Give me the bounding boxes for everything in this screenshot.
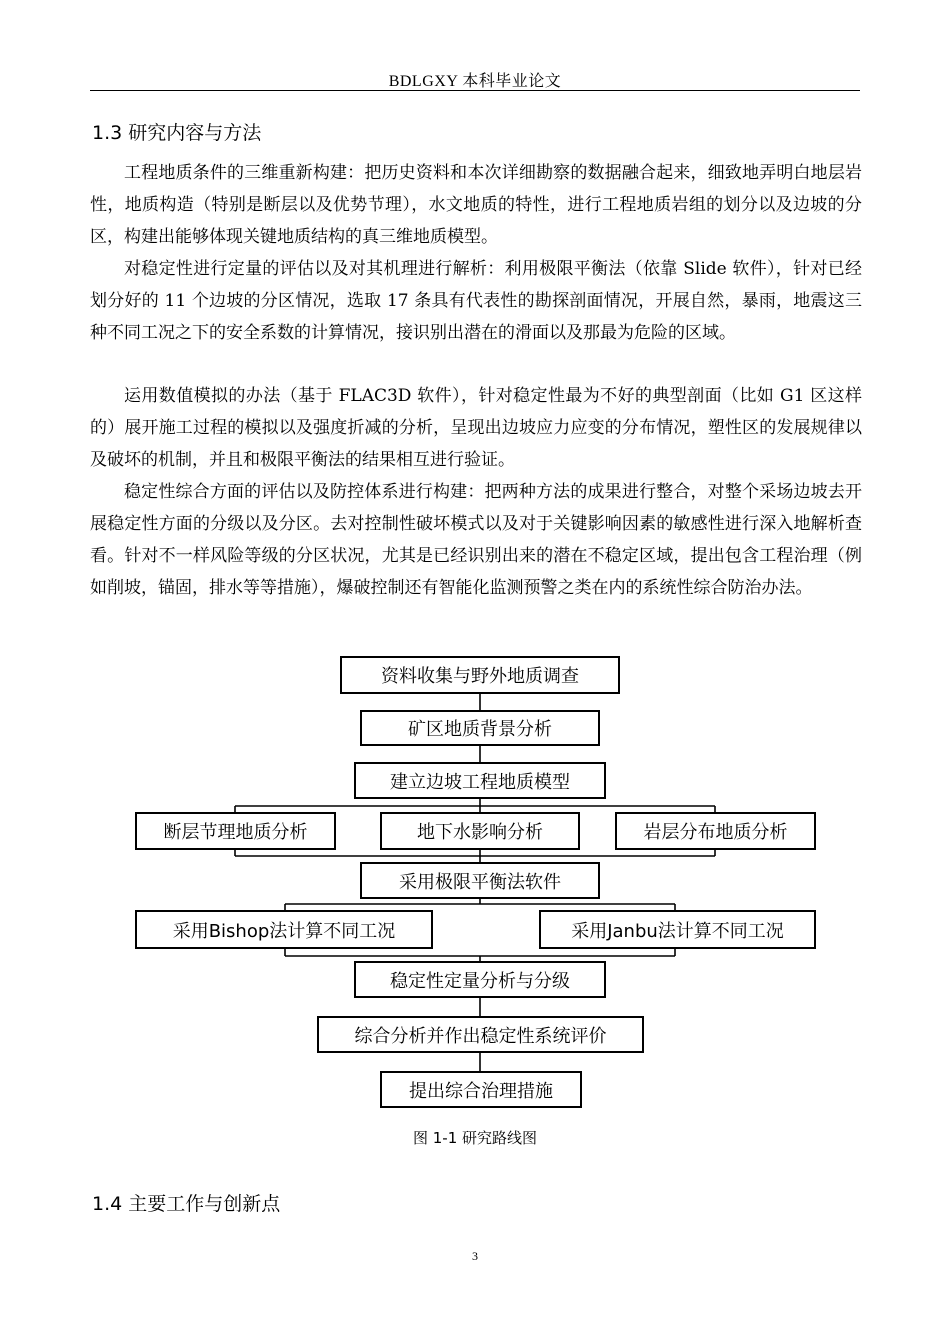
flow-branch-fault-joint: 断层节理地质分析 xyxy=(135,812,336,850)
paragraph-3: 运用数值模拟的办法（基于 FLAC3D 软件），针对稳定性最为不好的典型剖面（比如 G1 区这样的）展开施工过程的模拟以及强度折减的分析，呈现出边坡应力应变的分布情况，塑性区的发展规律以及破坏的机制，并且和极限平衡法的结果相互进行验证。 xyxy=(90,386,862,470)
flow-branch-groundwater: 地下水影响分析 xyxy=(380,812,580,850)
flow-branch-bishop: 采用Bishop法计算不同工况 xyxy=(135,910,433,949)
flow-step-data-collection: 资料收集与野外地质调查 xyxy=(340,656,620,694)
section-heading: 1.3 研究内容与方法 xyxy=(92,122,262,144)
flow-branch-janbu: 采用Janbu法计算不同工况 xyxy=(539,910,816,949)
page-number: 3 xyxy=(472,1249,478,1263)
flow-step-geology-background: 矿区地质背景分析 xyxy=(360,710,600,746)
figure-caption: 图 1-1 研究路线图 xyxy=(412,1129,538,1147)
paragraph-1: 工程地质条件的三维重新构建：把历史资料和本次详细勘察的数据融合起来，细致地弄明白地层岩性，地质构造（特别是断层以及优势节理），水文地质的特性，进行工程地质岩组的划分以及边坡的分区，构建出能够体现关键地质结构的真三维地质模型。 xyxy=(90,163,862,247)
flow-branch-strata: 岩层分布地质分析 xyxy=(615,812,816,850)
flow-step-remediation: 提出综合治理措施 xyxy=(380,1071,582,1108)
paragraph-4: 稳定性综合方面的评估以及防控体系进行构建：把两种方法的成果进行整合，对整个采场边坡去开展稳定性方面的分级以及分区。去对控制性破坏模式以及对于关键影响因素的敏感性进行深入地解析查看。针对不一样风险等级的分区状况，尤其是已经识别出来的潜在不稳定区域，提出包含工程治理（例如削坡，锚固，排水等等措施），爆破控制还有智能化监测预警之类在内的系统性综合防治办法。 xyxy=(90,482,862,598)
flow-step-geology-model: 建立边坡工程地质模型 xyxy=(354,762,606,799)
flow-step-comprehensive-evaluation: 综合分析并作出稳定性系统评价 xyxy=(317,1016,644,1053)
page-header: BDLGXY 本科毕业论文 xyxy=(388,73,562,90)
next-section-heading: 1.4 主要工作与创新点 xyxy=(92,1193,281,1215)
paragraph-2: 对稳定性进行定量的评估以及对其机理进行解析：利用极限平衡法（依靠 Slide 软件），针对已经划分好的 11 个边坡的分区情况，选取 17 条具有代表性的勘探剖面情况，开展自然，暴雨，地震这三种不同工况之下的安全系数的计算情况，接识别出潜在的滑面以及那最为危险的区域。 xyxy=(90,259,862,343)
flow-step-limit-equilibrium: 采用极限平衡法软件 xyxy=(360,862,600,899)
flow-step-quantitative-analysis: 稳定性定量分析与分级 xyxy=(354,961,606,998)
